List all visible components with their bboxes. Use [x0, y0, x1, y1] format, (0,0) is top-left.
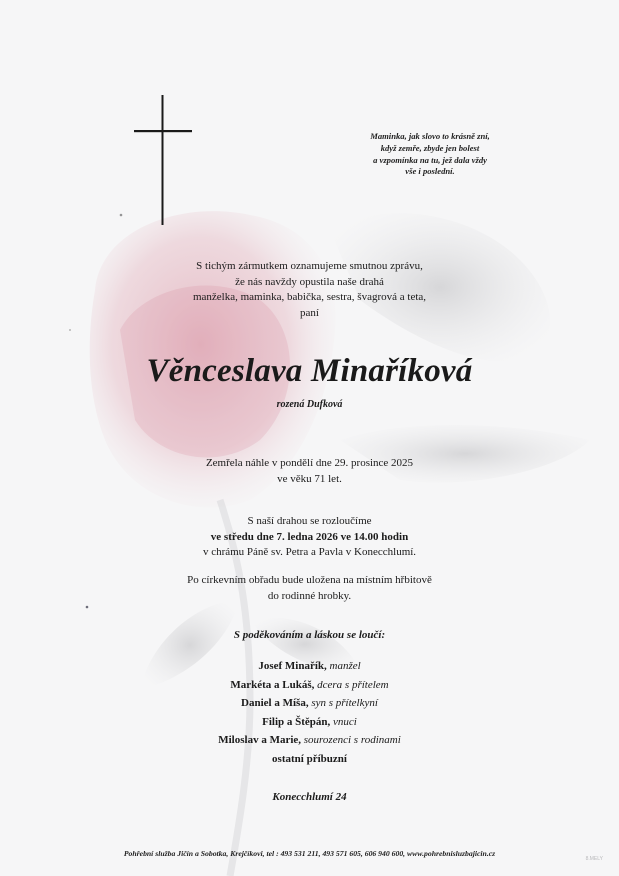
burial-line: Po církevním obřadu bude uložena na místním hřbitově: [187, 574, 432, 586]
mourner-relation: dcera s přítelem: [317, 678, 389, 691]
cross-icon: [134, 95, 192, 225]
death-info: [0, 456, 619, 487]
poem-line: a vzpomínka na tu, jež dala vždy: [373, 154, 487, 165]
mourner-relation: vnuci: [333, 715, 357, 728]
mourner-name: ostatní příbuzní: [272, 752, 347, 765]
mourner-row: [0, 731, 619, 750]
farewell-datetime: ve středu dne 7. ledna 2026 ve 14.00 hodin: [210, 530, 409, 543]
intro-line: S tichým zármutkem oznamujeme smutnou zprávu,: [196, 260, 423, 272]
death-line: ve věku 71 let.: [277, 472, 342, 485]
deceased-name: Věnceslava Minaříková: [146, 353, 473, 389]
mourner-row: [0, 750, 619, 769]
mourner-name: Miloslav a Marie,: [218, 734, 302, 746]
poem-line: vše i poslední.: [405, 166, 455, 177]
maiden-name: rozená Dufková: [276, 399, 343, 410]
home-address: Konecchlumí 24: [272, 791, 347, 803]
mourner-row: [0, 694, 619, 713]
corner-mark: 8.MELY: [585, 856, 603, 862]
mourner-row: [0, 657, 619, 676]
poem-line: Maminka, jak slovo to krásně zní,: [370, 131, 490, 141]
mourner-relation: manžel: [329, 660, 361, 672]
intro-line: manželka, maminka, babička, sestra, švagrová a teta,: [192, 291, 427, 304]
farewell-place: v chrámu Páně sv. Petra a Pavla v Konecchlumí.: [202, 546, 417, 558]
poem-line: když zemře, zbyde jen bolest: [380, 142, 480, 153]
mourners-list: [0, 657, 619, 768]
burial-line: do rodinné hrobky.: [267, 589, 352, 602]
farewell-info: [0, 514, 619, 561]
burial-info: [0, 573, 619, 604]
mourners-heading: S poděkováním a láskou se loučí:: [233, 629, 386, 641]
mourner-name: Daniel a Míša,: [241, 697, 309, 709]
mourner-name: Filip a Štěpán,: [262, 715, 331, 728]
mourner-row: [0, 676, 619, 695]
memorial-poem: [330, 131, 530, 178]
death-line: Zemřela náhle v pondělí dne 29. prosince 2025: [205, 457, 414, 469]
mourner-relation: sourozenci s rodinami: [303, 734, 401, 746]
mourner-row: [0, 713, 619, 732]
mourner-name: Josef Minařík,: [258, 660, 327, 672]
farewell-line: S naší drahou se rozloučíme: [247, 515, 372, 527]
mourner-relation: syn s přítelkyní: [311, 697, 378, 709]
intro-line: že nás navždy opustila naše drahá: [235, 275, 384, 288]
mourner-name: Markéta a Lukáš,: [230, 678, 315, 691]
funeral-service-footer: Pohřební služba Jičín a Sobotka, Krejčíkovi, tel : 493 531 211, 493 571 605, 606 940 600, www.pohrebnisluzbajicin.cz: [123, 849, 496, 858]
intro-line: paní: [300, 306, 319, 319]
announcement-intro: [0, 259, 619, 321]
